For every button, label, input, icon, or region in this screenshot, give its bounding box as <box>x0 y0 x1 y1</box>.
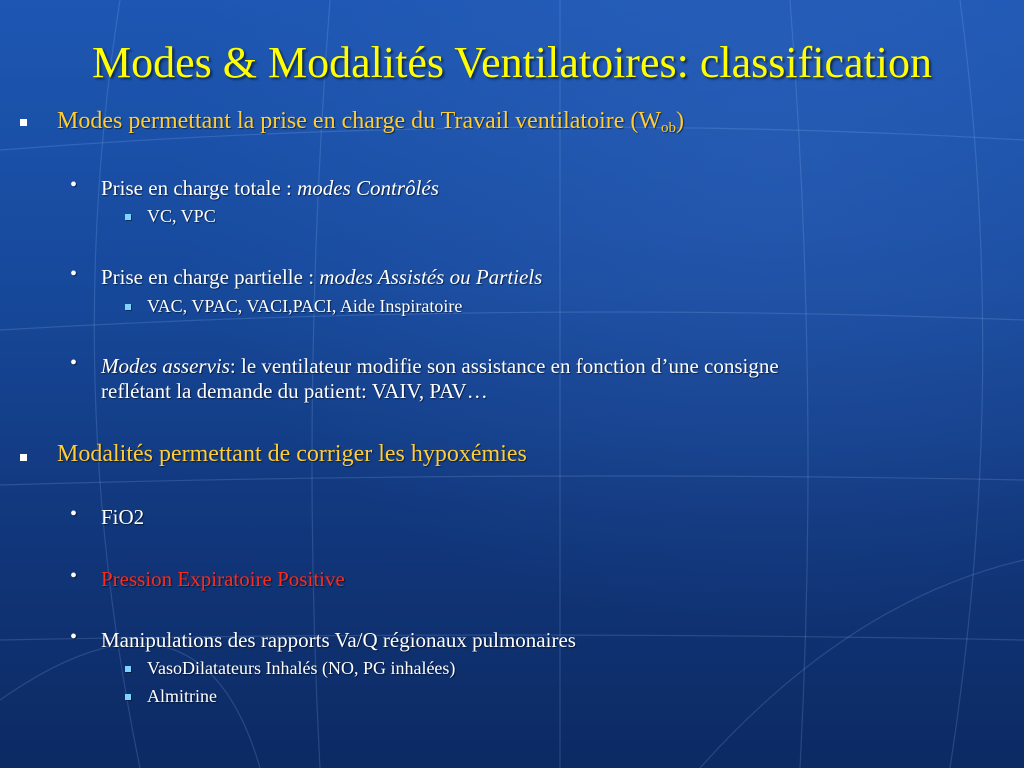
bullet-dot-icon: • <box>70 565 78 587</box>
sub-item-almitrine: Almitrine <box>147 686 217 706</box>
bullet-dot-icon: • <box>70 503 78 525</box>
list-item-modes-asservis <box>101 354 779 379</box>
list-item-fio2: FiO2 <box>101 505 145 529</box>
square-bullet-icon <box>125 214 131 220</box>
square-bullet-icon <box>125 694 131 700</box>
section-heading-modes <box>57 108 684 135</box>
sub-item-vac: VAC, VPAC, VACI,PACI, Aide Inspiratoire <box>147 296 463 316</box>
section-heading-text: Modes permettant la prise en charge du Travail ventilatoire (W <box>57 108 662 134</box>
list-item-text: : le ventilateur modifie son assistance en fonction d’une consigne <box>229 354 779 378</box>
slide-title: Modes & Modalités Ventilatoires: classification <box>92 38 932 87</box>
square-bullet-icon <box>125 304 131 310</box>
list-item-pep: Pression Expiratoire Positive <box>101 567 345 591</box>
bullet-dot-icon: • <box>70 626 78 648</box>
list-item-text: Prise en charge partielle : <box>101 265 320 289</box>
section-heading-modalites: Modalités permettant de corriger les hypoxémies <box>57 441 527 467</box>
square-bullet-icon <box>20 454 27 461</box>
list-item-modes-asservis-line2: reflétant la demande du patient: VAIV, PAV… <box>101 379 488 403</box>
list-item-emphasis: modes Contrôlés <box>297 176 439 200</box>
subscript-ob: ob <box>661 120 677 136</box>
bullet-dot-icon: • <box>70 352 78 374</box>
list-item-text: Prise en charge totale : <box>101 176 298 200</box>
square-bullet-icon <box>125 666 131 672</box>
sub-item-vasodilatateurs: VasoDilatateurs Inhalés (NO, PG inhalées) <box>147 658 456 678</box>
list-item-emphasis: Modes asservis <box>101 354 230 378</box>
bullet-dot-icon: • <box>70 174 78 196</box>
list-item-prise-totale <box>101 176 439 201</box>
bullet-dot-icon: • <box>70 263 78 285</box>
list-item-emphasis: modes Assistés ou Partiels <box>319 265 543 289</box>
list-item-prise-partielle <box>101 265 542 290</box>
sub-item-vc-vpc: VC, VPC <box>147 206 216 226</box>
section-heading-close: ) <box>676 108 685 134</box>
square-bullet-icon <box>20 119 27 126</box>
list-item-manipulations: Manipulations des rapports Va/Q régionaux pulmonaires <box>101 628 576 652</box>
